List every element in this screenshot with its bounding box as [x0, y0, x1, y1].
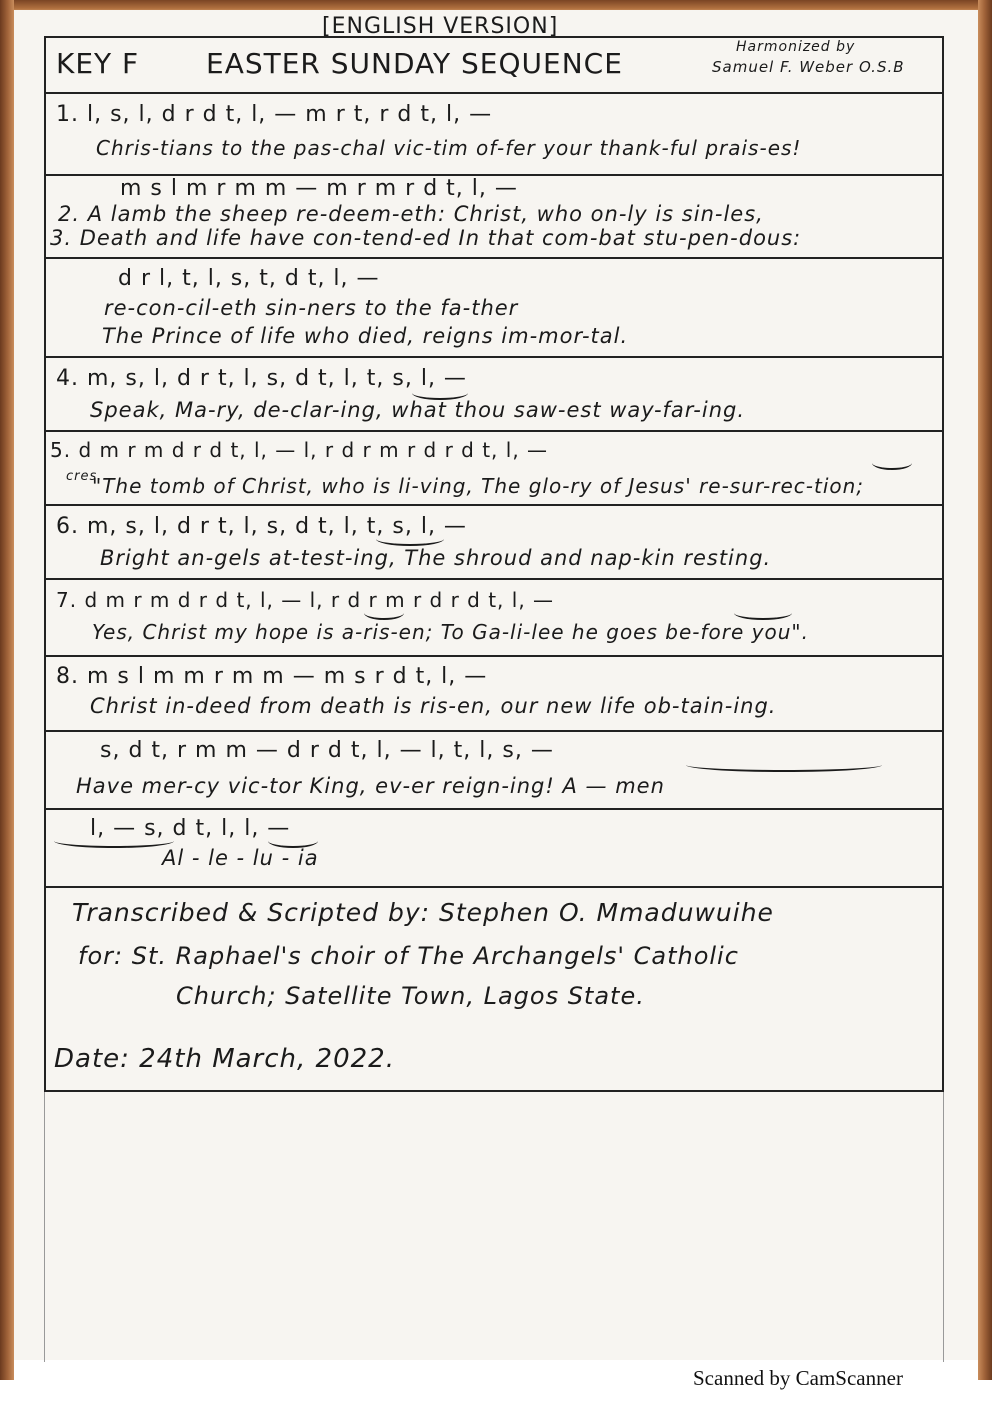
slur-9	[686, 758, 882, 772]
solfa-line-8: 8. m s l m m r m m — m s r d t, l, —	[56, 664, 488, 689]
solfa-line-7: 7. d m r m d r d t, l, — l, r d r m r d r d t, l, —	[56, 588, 555, 612]
rule-3	[44, 257, 944, 259]
rule-8	[44, 655, 944, 657]
slur-6	[376, 532, 444, 546]
rule-6	[44, 504, 944, 506]
lyric-line-7: "The tomb of Christ, who is li-ving, The glo-ry of Jesus' re-sur-rec-tion;	[92, 474, 865, 498]
solfa-line-1: 1. l, s, l, d r d t, l, — m r t, r d t, l, —	[56, 102, 493, 127]
sheet-edge-left	[44, 1092, 45, 1362]
rule-10	[44, 808, 944, 810]
solfa-line-4: 4. m, s, l, d r t, l, s, d t, l, t, s, l, —	[56, 366, 467, 391]
lyric-line-2: 2. A lamb the sheep re-deem-eth: Christ, who on-ly is sin-les,	[58, 202, 764, 226]
key-label: KEY F	[56, 47, 140, 80]
rule-11	[44, 886, 944, 888]
lyric-line-11: Have mer-cy vic-tor King, ev-er reign-ing! A — men	[76, 774, 665, 798]
rule-7	[44, 578, 944, 580]
rule-9	[44, 730, 944, 732]
top-title: [ENGLISH VERSION]	[322, 14, 559, 39]
rule-5	[44, 430, 944, 432]
lyric-line-5: The Prince of life who died, reigns im-mor-tal.	[102, 324, 629, 348]
solfa-line-5: 5. d m r m d r d t, l, — l, r d r m r d r d t, l, —	[50, 438, 549, 462]
credit-line-1: Harmonized by	[736, 39, 856, 55]
lyric-line-3: 3. Death and life have con-tend-ed In that com-bat stu-pen-dous:	[50, 226, 802, 250]
transcriber-line: Transcribed & Scripted by: Stephen O. Mmaduwuihe	[72, 898, 774, 927]
choir-line-1: for: St. Raphael's choir of The Archangels' Catholic	[78, 942, 739, 970]
lyric-line-10: Christ in-deed from death is ris-en, our new life ob-tain-ing.	[90, 694, 777, 718]
credit-line-2: Samuel F. Weber O.S.B	[712, 58, 905, 76]
scanner-watermark: Scanned by CamScanner	[693, 1366, 903, 1390]
lyric-line-12: Al - le - lu - ia	[162, 846, 319, 870]
song-title: EASTER SUNDAY SEQUENCE	[206, 47, 623, 80]
solfa-line-6: 6. m, s, l, d r t, l, s, d t, l, t, s, l, —	[56, 514, 467, 539]
lyric-line-8: Bright an-gels at-test-ing, The shroud and nap-kin resting.	[100, 546, 772, 570]
solfa-line-2: m s l m r m m — m r m r d t, l, —	[120, 176, 518, 201]
sheet-edge-right	[943, 1092, 944, 1362]
solfa-line-10: l, — s, d t, l, l, —	[90, 816, 291, 841]
date-line: Date: 24th March, 2022.	[54, 1044, 395, 1074]
rule-1	[44, 92, 944, 94]
slur-10	[54, 834, 174, 848]
slur-5	[872, 456, 912, 470]
lyric-line-1: Chris-tians to the pas-chal vic-tim of-fer your thank-ful prais-es!	[96, 136, 802, 160]
solfa-line-3: d r l, t, l, s, t, d t, l, —	[118, 266, 380, 291]
lyric-line-6: Speak, Ma-ry, de-clar-ing, what thou saw-est way-far-ing.	[90, 398, 746, 422]
choir-line-2: Church; Satellite Town, Lagos State.	[176, 982, 645, 1010]
solfa-line-9: s, d t, r m m — d r d t, l, — l, t, l, s, —	[100, 738, 554, 763]
lyric-line-4: re-con-cil-eth sin-ners to the fa-ther	[104, 296, 519, 320]
slur-7b	[734, 606, 792, 620]
slur-7a	[364, 606, 404, 620]
lyric-line-9: Yes, Christ my hope is a-ris-en; To Ga-li-lee he goes be-fore you".	[92, 620, 809, 644]
rule-4	[44, 356, 944, 358]
cres-mark: cres.	[66, 469, 103, 484]
